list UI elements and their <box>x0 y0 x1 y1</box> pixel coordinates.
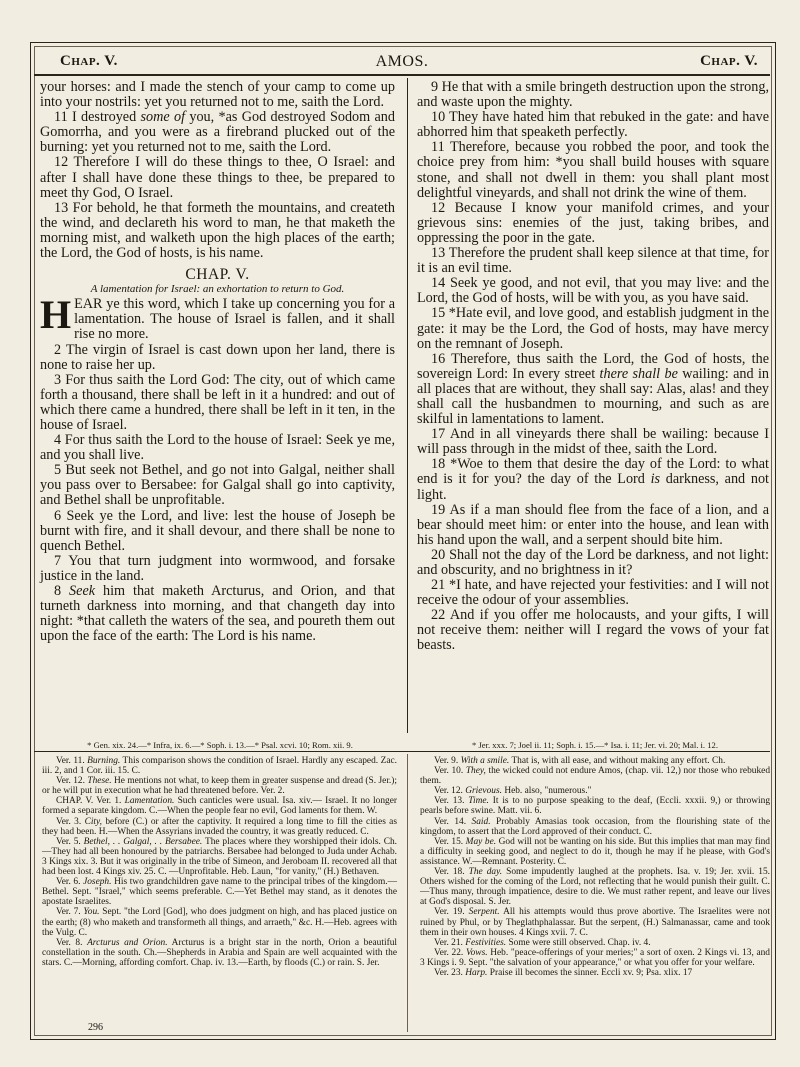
verse-paragraph: 7 You that turn judgment into wormwood, and forsake justice in the land. <box>40 552 395 584</box>
note-entry: Ver. 3. City, before (C.) or after the captivity. It required a long time to fill the cities as they had been. H.—When the Assyrians invaded the country, it was greatly reduced. C. <box>42 816 397 837</box>
verse-paragraph: your horses: and I made the stench of your camp to come up into your nostrils: yet you returned not to me, saith the Lord. <box>40 79 395 111</box>
verse-paragraph: 22 And if you offer me holocausts, and your gifts, I will not receive them: neither will I regard the vows of your fat beasts. <box>417 607 769 654</box>
verse-paragraph: 11 I destroyed some of you, *as God destroyed Sodom and Gomorrha, and you were as a firebrand plucked out of the burning: yet you returned not to me, saith the Lord. <box>40 109 395 156</box>
note-entry: Ver. 19. Serpent. All his attempts would thus prove abortive. The Israelites were not ruined by Phul, or by Theglathphalassar. But the serpent, (H.) Salmanassar, came and took them in their own houses. 4 Kings xvii. 7. C. <box>420 907 771 938</box>
chapter-heading: CHAP. V. <box>185 266 250 284</box>
chapter-label-left: Chap. V. <box>60 53 118 69</box>
note-entry: Ver. 11. Burning. This comparison shows the condition of Israel. Hardly any escaped. Zac. iii. 2, and 1 Cor. iii. 15. C. <box>42 756 397 777</box>
note-entry: Ver. 6. Joseph. His two grandchildren gave name to the principal tribes of the kingdom.—Bethel. Sept. "Israel," which seems preferable. C.—Yet Bethel may stand, as it denotes the apostate Israelites. <box>42 877 398 908</box>
verse-paragraph: 13 Therefore the prudent shall keep silence at that time, for it is an evil time. <box>417 245 769 277</box>
verse-paragraph: 12 Because I know your manifold crimes, and your grievous sins: enemies of the just, taking bribes, and oppressing the poor in the gate. <box>417 199 769 246</box>
verse-paragraph: 15 *Hate evil, and love good, and establish judgment in the gate: it may be the Lord, the God of hosts, may have mercy on the remnant of Joseph. <box>417 305 769 352</box>
verse-paragraph: 6 Seek ye the Lord, and live: lest the house of Joseph be burnt with fire, and it shall devour, and there shall be none to quench Bethel. <box>40 507 395 554</box>
verse-paragraph: 12 Therefore I will do these things to thee, O Israel: and after I shall have done these things to thee, be prepared to meet thy God, O Israel. <box>40 154 395 201</box>
verse-paragraph: 11 Therefore, because you robbed the poor, and took the choice prey from him: *you shall build houses with square stone, and shall not dwell in them: you shall plant most delightful vineyards, and shall not drink the wine of them. <box>417 139 769 201</box>
note-entry: Ver. 18. The day. Some impudently laughed at the prophets. Isa. v. 19; Jer. xvii. 15. Others wished for the coming of the Lord, not reflecting that he would punish their guilt. C.—Thus many, through impatience, desire to die. We must rather repent, and leave our lives at God's disposal. S. Jer. <box>420 867 771 908</box>
page-number: 296 <box>88 1022 103 1033</box>
note-entry: Ver. 15. May be. God will not be wanting on his side. But this implies that man may find a difficulty in seeking good, and neglect to do it, though he may if he please, with God's assistance. W.—Remnant. Posterity. C. <box>420 836 770 867</box>
notes-rule <box>34 751 770 752</box>
verse-paragraph: 14 Seek ye good, and not evil, that you may live: and the Lord, the God of hosts, will be with you, as you have said. <box>417 275 769 307</box>
note-entry: CHAP. V. Ver. 1. Lamentation. Such canticles were usual. Isa. xiv.— Israel. It no longer formed a separate kingdom. C.—When the people fear no evil, God laments for them. W. <box>42 796 397 817</box>
note-entry: Ver. 12. These. He mentions not what, to keep them in greater suspense and dread (S. Jer.); or he will put in execution what he had threatened before. Ver. 2. <box>42 776 398 797</box>
verse-paragraph: 2 The virgin of Israel is cast down upon her land, there is none to raise her up. <box>40 341 395 373</box>
verse-paragraph: 9 He that with a smile bringeth destruction upon the strong, and waste upon the mighty. <box>417 79 769 111</box>
right-text-column <box>417 80 769 654</box>
note-entry: Ver. 8. Arcturus and Orion. Arcturus is a bright star in the north, Orion a beautiful constellation in the south. Ch.—Shepherds in Arabia and Spain are well acquainted with the stars. C.—Morning, affording comfort. Chap. iv. 13.—Earth, by floods (C.) or rain. S. Jer. <box>42 937 397 968</box>
verse-paragraph: 5 But seek not Bethel, and go not into Galgal, neither shall you pass over to Bersabee: for Galgal shall go into captivity, and Bethel shall be unprofitable. <box>40 462 395 509</box>
note-entry: Ver. 13. Time. It is to no purpose speaking to the deaf, (Eccli. xxxii. 9,) or throwing pearls before swine. Matt. vii. 6. <box>420 796 771 817</box>
column-divider <box>407 78 408 733</box>
note-entry: Ver. 9. With a smile. That is, with all ease, and without making any effort. Ch. <box>434 756 726 766</box>
note-entry: Ver. 23. Harp. Praise ill becomes the sinner. Eccli xv. 9; Psa. xlix. 17 <box>434 967 693 978</box>
note-entry: Ver. 22. Vows. Heb. "peace-offerings of your meries;" a sort of oxen. 2 Kings vi. 13, and 3 Kings i. 9. Sept. "the salvation of your appearance," or what you offer for your welfare. <box>420 947 770 968</box>
verse-paragraph: 3 For thus saith the Lord God: The city, out of which came forth a thousand, there shall be left in it a hundred: and out of which there came a hundred, there shall be left in it ten, in the house of Israel. <box>40 371 395 433</box>
page-header <box>34 50 770 76</box>
cross-reference-footnote-left: * Gen. xix. 24.—* Infra, ix. 6.—* Soph. i. 13.—* Psal. xcvi. 10; Rom. xii. 9. <box>87 740 353 750</box>
note-entry: Ver. 10. They, the wicked could not endure Amos, (chap. vii. 12,) nor those who rebuked them. <box>420 766 771 787</box>
verse-paragraph: 10 They have hated him that rebuked in the gate: and have abhorred him that speaketh perfectly. <box>417 109 769 141</box>
commentary-notes-left <box>42 756 397 968</box>
verse-paragraph: 21 *I hate, and have rejected your festivities: and I will not receive the odour of your assemblies. <box>417 577 769 609</box>
verse-paragraph: 19 As if a man should flee from the face of a lion, and a bear should meet him: or enter into the house, and lean with his hand upon the wall, and a serpent should bite him. <box>417 501 769 548</box>
notes-column-divider <box>407 754 408 1032</box>
verse-paragraph: 20 Shall not the day of the Lord be darkness, and not light: and obscurity, and no brightness in it? <box>417 546 769 578</box>
note-entry: Ver. 7. You. Sept. "the Lord [God], who does judgment on high, and has placed justice on the earth; (8) who maketh and transformeth all things, and arraeth," &c. H.—Heb. agrees with the Vulg. C. <box>42 907 397 938</box>
note-entry: Ver. 5. Bethel, . . Galgal, . . Bersabee. The places where they worshipped their idols. Ch.—They had all been honoured by the patriarchs. Bersabee had belonged to Juda under Achab. 3 Kings xix. 3. But it was originally in the tribe of Simeon, and Jeroboam II. recovered all that had been lost. 4 Kings xiv. 25. C. —Unprofitable. Heb. Laun, "for vanity," (H.) Bethaven. <box>42 836 397 878</box>
verse-paragraph: 18 *Woe to them that desire the day of the Lord: to what end is it for you? the day of the Lord is darkness, and not light. <box>417 456 769 503</box>
note-entry: Ver. 14. Said. Probably Amasias took occasion, from the flourishing state of the kingdom, to assert that the Lord approved of their conduct. C. <box>420 816 771 837</box>
note-entry: Ver. 21. Festivities. Some were still observed. Chap. iv. 4. <box>434 937 651 948</box>
commentary-notes-right <box>420 756 770 978</box>
verse-paragraph: 17 And in all vineyards there shall be wailing: because I will pass through in the midst of thee, saith the Lord. <box>417 426 769 458</box>
cross-reference-footnote-right: * Jer. xxx. 7; Joel ii. 11; Soph. i. 15.—* Isa. i. 11; Jer. vi. 20; Mal. i. 12. <box>472 740 718 750</box>
verse-paragraph: 16 Therefore, thus saith the Lord, the God of hosts, the sovereign Lord: In every street there shall be wailing: and in all places that are without, they shall say: Alas, alas! and they shall call the husbandmen to mourning, and such as are skilful in lamentations to lament. <box>417 350 769 428</box>
verse-paragraph: 13 For behold, he that formeth the mountains, and createth the wind, and declareth his word to man, he that maketh the morning mist, and walketh upon the high places of the earth; the Lord, the God of hosts, is his name. <box>40 199 395 262</box>
chapter-summary: A lamentation for Israel: an exhortation to return to God. <box>90 283 345 296</box>
book-title: AMOS. <box>375 53 429 70</box>
verse-paragraph: HEAR ye this word, which I take up concerning you for a lamentation. The house of Israel is fallen, and it shall rise no more. <box>40 292 395 343</box>
note-entry: Ver. 12. Grievous. Heb. also, "numerous." <box>434 786 592 797</box>
chapter-label-right: Chap. V. <box>700 53 758 69</box>
left-text-column <box>40 80 395 644</box>
drop-cap: H <box>40 292 72 338</box>
verse-paragraph: 8 Seek him that maketh Arcturus, and Orion, and that turneth darkness into morning, and that changeth day into night: *that calleth the waters of the sea, and poureth them out upon the face of the earth: The Lord is his name. <box>40 583 396 645</box>
verse-paragraph: 4 For thus saith the Lord to the house of Israel: Seek ye me, and you shall live. <box>40 432 395 464</box>
